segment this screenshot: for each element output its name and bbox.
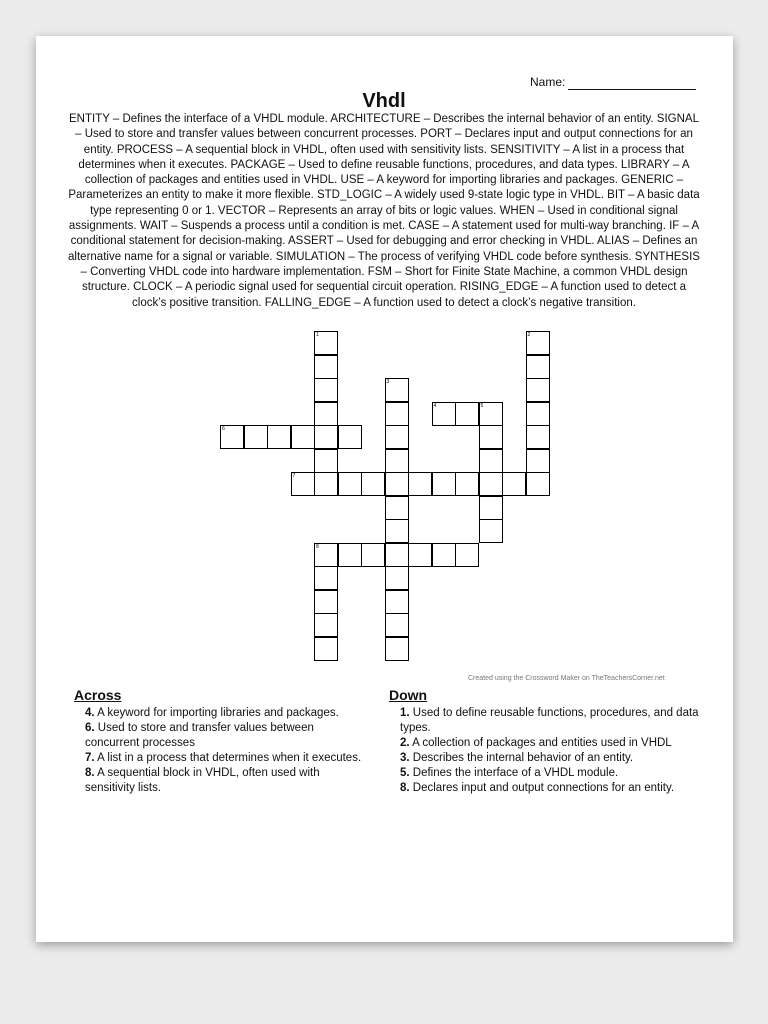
clue-text: A sequential block in VHDL, often used with sensitivity lists. <box>85 767 320 794</box>
crossword-cell[interactable] <box>220 425 244 449</box>
crossword-cell[interactable] <box>314 331 338 355</box>
clue-number: 6 <box>222 426 225 432</box>
across-clue <box>85 721 364 751</box>
clue-number-label: 8. <box>85 767 95 779</box>
crossword-cell[interactable] <box>291 472 315 496</box>
crossword-cell[interactable] <box>479 496 503 520</box>
crossword-cell[interactable] <box>385 402 409 426</box>
crossword-cell[interactable] <box>479 449 503 473</box>
crossword-cell[interactable] <box>314 590 338 614</box>
down-clues <box>389 688 699 796</box>
crossword-cell[interactable] <box>314 472 338 496</box>
crossword-cell[interactable] <box>455 543 479 567</box>
crossword-cell[interactable] <box>361 472 385 496</box>
clue-number-label: 1. <box>400 707 410 719</box>
across-clues <box>74 688 364 796</box>
across-clue <box>85 706 364 721</box>
down-heading: Down <box>389 687 428 703</box>
crossword-cell[interactable] <box>479 472 503 496</box>
crossword-cell[interactable] <box>479 519 503 543</box>
clue-number: 8 <box>316 543 319 550</box>
crossword-cell[interactable] <box>385 590 409 614</box>
across-heading: Across <box>74 687 122 703</box>
crossword-cell[interactable] <box>385 496 409 520</box>
crossword-cell[interactable] <box>432 402 456 426</box>
crossword-cell[interactable] <box>526 425 550 449</box>
clue-number: 3 <box>386 379 390 385</box>
crossword-cell[interactable] <box>338 543 362 567</box>
clue-text: A collection of packages and entities used in VHDL <box>409 737 672 749</box>
clue-number: 4 <box>433 402 437 409</box>
credit-text: Created using the Crossword Maker on TheTeachersCorner.net <box>468 675 665 682</box>
crossword-cell[interactable] <box>526 378 550 402</box>
across-clue <box>85 766 364 796</box>
crossword-cell[interactable] <box>314 449 338 473</box>
crossword-cell[interactable] <box>361 543 385 567</box>
clue-number: 1 <box>316 332 319 338</box>
crossword-cell[interactable] <box>314 543 338 567</box>
clue-text: A list in a process that determines when it executes. <box>94 752 362 764</box>
clue-number: 5 <box>480 402 484 409</box>
clue-number-label: 5. <box>400 767 410 779</box>
crossword-cell[interactable] <box>526 331 550 355</box>
crossword-cell[interactable] <box>408 543 432 567</box>
crossword-cell[interactable] <box>385 543 409 567</box>
crossword-cell[interactable] <box>526 472 550 496</box>
down-clue <box>400 751 699 766</box>
crossword-cell[interactable] <box>385 637 409 661</box>
clue-number-label: 3. <box>400 752 410 764</box>
crossword-cell[interactable] <box>526 449 550 473</box>
clue-number-label: 7. <box>85 752 95 764</box>
crossword-cell[interactable] <box>314 355 338 379</box>
crossword-cell[interactable] <box>479 402 503 426</box>
down-clue <box>400 781 699 796</box>
crossword-cell[interactable] <box>314 378 338 402</box>
crossword-cell[interactable] <box>385 449 409 473</box>
crossword-cell[interactable] <box>385 378 409 402</box>
down-clue <box>400 736 699 751</box>
crossword-cell[interactable] <box>432 543 456 567</box>
clue-number-label: 6. <box>85 722 95 734</box>
clue-number-label: 2. <box>400 737 410 749</box>
crossword-cell[interactable] <box>385 566 409 590</box>
page-title: Vhdl <box>362 90 406 112</box>
crossword-cell[interactable] <box>314 402 338 426</box>
word-bank: ENTITY – Defines the interface of a VHDL module. ARCHITECTURE – Describes the internal behavior of an entity. SIGNAL – Used to store and transfer values between concurrent processes. PORT – Declares input and output connections for an entity. PROCESS – A sequential block in VHDL, often used with sensitivity lists. SENSITIVITY – A list in a process that determines when it executes. PACKAGE – Used to define reusable functions, procedures, and data types. LIBRARY – A collection of packages and entities used in VHDL. USE – A keyword for importing libraries and packages. GENERIC – Parameterizes an entity to make it more flexible. STD_LOGIC – A widely used 9-state logic type in VHDL. BIT – A basic data type representing 0 or 1. VECTOR – Represents an array of bits or logic values. WHEN – Used in conditional signal assignments. WAIT – Suspends a process until a condition is met. CASE – A statement used for multi-way branching. IF – A conditional statement for decision-making. ASSERT – Used for debugging and error checking in VHDL. ALIAS – Defines an alternative name for a signal or variable. SIMULATION – The process of verifying VHDL code before synthesis. SYNTHESIS – Converting VHDL code into hardware implementation. FSM – Short for Finite State Machine, a common VHDL design structure. CLOCK – A periodic signal used for sequential circuit operation. RISING_EDGE – A function used to detect a clock’s positive transition. FALLING_EDGE – A function used to detect a clock’s negative transition. <box>68 113 700 309</box>
crossword-cell[interactable] <box>385 472 409 496</box>
clue-text: Describes the internal behavior of an entity. <box>409 752 634 764</box>
down-clue <box>400 766 699 781</box>
crossword-cell[interactable] <box>385 613 409 637</box>
clue-number: 7 <box>292 473 296 479</box>
clue-text: Declares input and output connections for an entity. <box>409 782 675 794</box>
clue-number: 2 <box>527 332 531 338</box>
crossword-cell[interactable] <box>314 425 338 449</box>
clue-number-label: 8. <box>400 782 410 794</box>
crossword-cell[interactable] <box>314 613 338 637</box>
crossword-cell[interactable] <box>455 472 479 496</box>
crossword-cell[interactable] <box>385 425 409 449</box>
clue-text: Used to define reusable functions, procedures, and data types. <box>400 707 699 734</box>
crossword-cell[interactable] <box>502 472 526 496</box>
crossword-cell[interactable] <box>408 472 432 496</box>
across-clue <box>85 751 364 766</box>
crossword-cell[interactable] <box>526 355 550 379</box>
crossword-cell[interactable] <box>526 402 550 426</box>
crossword-cell[interactable] <box>479 425 503 449</box>
clue-text: A keyword for importing libraries and packages. <box>94 707 339 719</box>
crossword-cell[interactable] <box>385 519 409 543</box>
clue-number-label: 4. <box>85 707 95 719</box>
clue-text: Used to store and transfer values between concurrent processes <box>85 722 314 749</box>
down-clue <box>400 706 699 736</box>
crossword-cell[interactable] <box>314 637 338 661</box>
name-label: Name: <box>530 75 566 89</box>
crossword-cell[interactable] <box>267 425 291 449</box>
crossword-cell[interactable] <box>338 425 362 449</box>
clue-text: Defines the interface of a VHDL module. <box>409 767 619 779</box>
crossword-cell[interactable] <box>338 472 362 496</box>
crossword-cell[interactable] <box>314 566 338 590</box>
crossword-cell[interactable] <box>244 425 268 449</box>
crossword-cell[interactable] <box>291 425 315 449</box>
crossword-cell[interactable] <box>432 472 456 496</box>
crossword-cell[interactable] <box>455 402 479 426</box>
